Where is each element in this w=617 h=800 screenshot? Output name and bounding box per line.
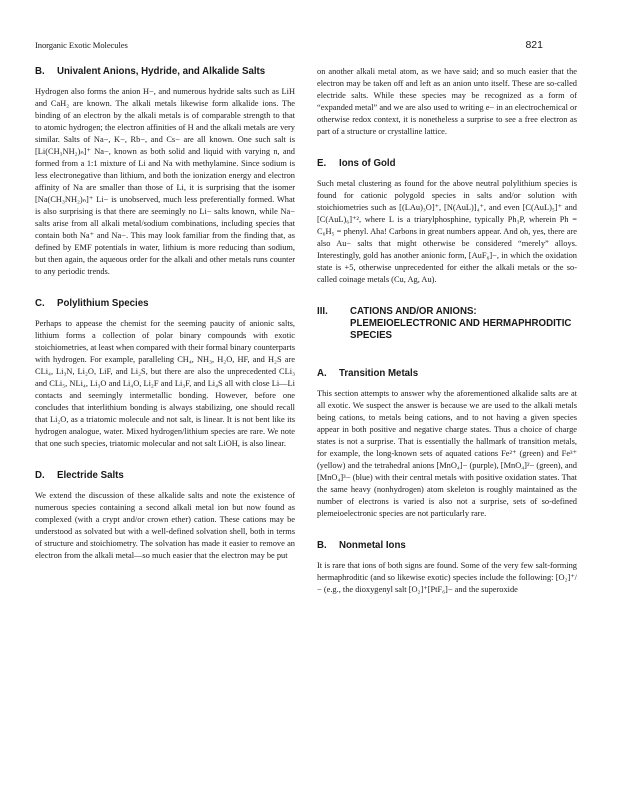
section-heading-b xyxy=(35,66,295,78)
section-title: Univalent Anions, Hydride, and Alkalide Salts xyxy=(57,66,266,77)
section-body-e: Such metal clustering as found for the above neutral polylithium species is found for cationic polygold species in salts and/or solution with stoichiometries such as [(LAu)₃O]⁺, [N(AuL)]₄⁺, and even [C(AuL)₅]⁺ and [C(AuL)₆]⁺², where L is a triarylphosphine, typically Ph₃P, wherein Ph = C₆H₅ = phenyl. Aha! Carbons in great numbers appear. And oh, yes, there are also Au− salts that might otherwise be considered “merely” alloys. Interestingly, gold has another anionic form, [AuF₆]−, in which the oxidation state is +5, otherwise unprecedented for either the alkali metals or the so-called coinage metals (Cu, Ag, Au). xyxy=(317,179,577,284)
section-body-b: Hydrogen also forms the anion H−, and numerous hydride salts such as LiH and CaH₂ are known. The alkali metals likewise form alkalide ions. The binding of an electron by the alkali metals is of comparable strength to that to atomic hydrogen; the electron affinities of H and the alkali metals are very similar. Salts of Na−, K−, Rb−, and Cs− are all known. One such salt is [Li(CH₃NH₂)ₙ]⁺ Na−, known as both solid and liquid with varying n, and formed from a 1:1 mixture of Li and Na with methylamine. Since sodium is less electronegative than lithium, and both the ionization energy and electron affinity of Na are smaller than those of Li, it is surprising that the isomer [Na(CH₃NH₂)ₙ]⁺ Li− is unobserved, much less preferentially formed. What is also surprising is that there are seemingly no Li− salts known, while Na− salts arise from all alkali metal/sodium combinations, including species that contain both Na⁺ and Na−. This may look familiar from the finding that, as defined by EMF potentials in water, lithium is more reducing than sodium, but then again, the aqueous order for the alkali and other metals runs counter to any periodic trends. xyxy=(35,87,295,276)
section-heading-d xyxy=(35,470,295,482)
section-heading-e xyxy=(317,158,577,170)
section-title: Polylithium Species xyxy=(57,298,149,309)
page-number: 821 xyxy=(525,39,543,51)
section-title: Nonmetal Ions xyxy=(339,540,406,551)
left-column xyxy=(35,66,295,562)
right-column xyxy=(317,66,577,596)
section-body-d: We extend the discussion of these alkalide salts and note the existence of numerous species containing a second alkali metal ion but now found as complexed (with a crypt and/or crown ether) cation. These cations may be understood as solvated but with a well-defined solvation shell, both in terms of structure and stoichiometry. The solvation has made it easier to remove an electron from the alkali metal—so much easier that the electron may be put xyxy=(35,491,295,560)
subsection-body-a: This section attempts to answer why the aforementioned alkalide salts are at all exotic. We suspect the answer is because we are used to the alkali metals being cations, to metals being cations, and to not having a given species appear in both positive and negative charge states. Thus a choice of charge states is not a surprise. That is essentially the hallmark of transition metals, for example, the long-known sets of aquated cations Fe²⁺ (green) and Fe³⁺ (yellow) and the tetrahedral anions [MnO₄]− (purple), [MnO₄]²− (green), and [MnO₄]³− (blue) with their central metals with positive oxidation states. That the same heavy (nonhydrogen) atom skeleton is roughly maintained as the number of electrons is varied is also not a surprise, sets of so-defined plemeioelectronic species are not particularly rare. xyxy=(317,389,577,518)
section-number: III. xyxy=(317,306,328,317)
section-number: E. xyxy=(317,158,327,169)
major-section-heading-iii xyxy=(317,306,577,342)
subsection-heading-a xyxy=(317,368,577,380)
section-title: Ions of Gold xyxy=(339,158,396,169)
section-number: C. xyxy=(35,298,45,309)
running-head xyxy=(35,40,543,54)
section-title: CATIONS AND/OR ANIONS: PLEMEIOELECTRONIC AND HERMAPHRODITIC SPECIES xyxy=(350,306,572,341)
section-number: B. xyxy=(317,540,327,551)
section-number: D. xyxy=(35,470,45,481)
continued-paragraph: on another alkali metal atom, as we have said; and so much easier that the electron may be taken off and left as an anion unto itself. These are so-called electride salts. While these species may be recognized as a form of “expanded metal” and we are also used to writing e− in an electrochemical or otherwise redox context, it is nonetheless a surprise to see a free electron as part of a structure or crystalline lattice. xyxy=(317,67,577,136)
section-number: A. xyxy=(317,368,327,379)
running-head-title: Inorganic Exotic Molecules xyxy=(35,40,128,50)
subsection-heading-b xyxy=(317,540,577,552)
section-title: Transition Metals xyxy=(339,368,419,379)
section-number: B. xyxy=(35,66,45,77)
section-body-c: Perhaps to appease the chemist for the seeming paucity of anionic salts, lithium forms a collection of polar binary compounds with exotic stoichiometries, at least when compared with their formal binary counterparts with hydrogen. For example, paralleling CH₄, NH₃, H₂O, HF, and H₂S are CLi₄, Li₃N, Li₂O, LiF, and Li₂S, but there are also the unprecedented CLi₃ and CLi₅, NLi₄, Li₃O and Li₄O, Li₂F and Li₃F, and Li₄S all with close Li—Li contacts and seemingly intermetallic bonding. However, before one concludes that interlithium bonding is always stabilizing, one should recall that Li₂O, as a triatomic molecule and not salt, is linear. It is not bent like its hydrogen analogue, water. Mixed hydrogen/lithium species are rare. We note that one such species, triatomic molecular and not salt LiOH, is also linear. xyxy=(35,319,296,448)
section-title: Electride Salts xyxy=(57,470,124,481)
section-heading-c xyxy=(35,298,295,310)
subsection-body-b: It is rare that ions of both signs are found. Some of the very few salt-forming hermaphroditic (and so likewise exotic) species include the following: [O₂]⁺/− (e.g., the dioxygenyl salt [O₂]⁺[PtF₆]− and the superoxide xyxy=(317,561,577,594)
